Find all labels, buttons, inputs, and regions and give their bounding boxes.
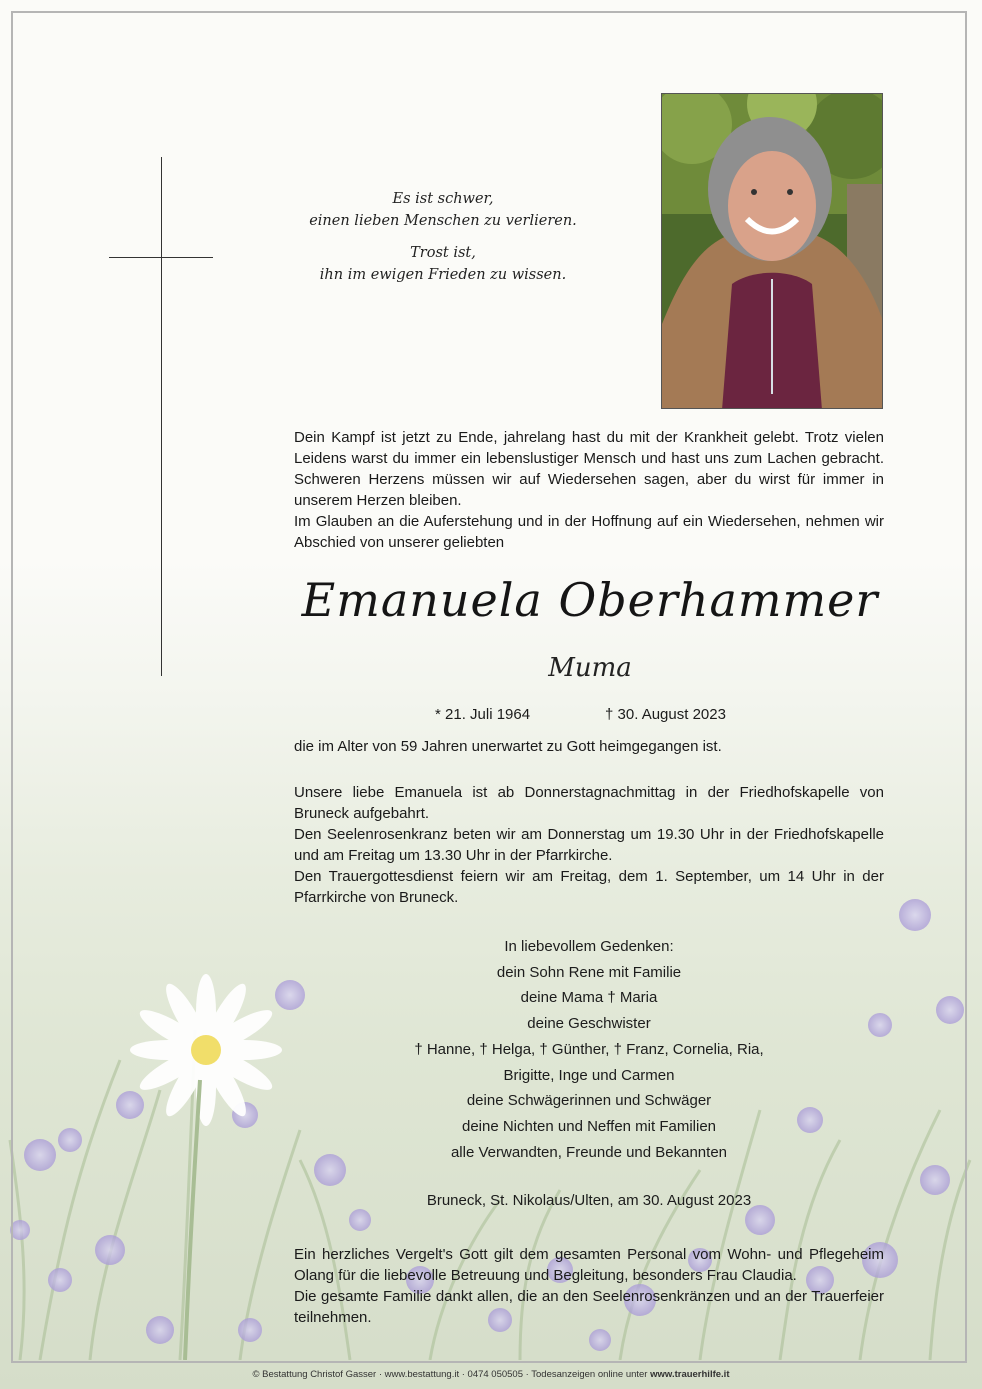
verse-line: Trost ist, — [410, 245, 476, 261]
intro-paragraph: Im Glauben an die Auferstehung und in der Hoffnung auf ein Wiedersehen, nehmen wir Abschied von unserer geliebten — [294, 513, 884, 551]
intro-text — [294, 427, 884, 553]
mourners-heading: In liebevollem Gedenken: — [504, 938, 674, 955]
verse-line: Es ist schwer, — [392, 191, 494, 207]
verse-line: einen lieben Menschen zu verlieren. — [309, 213, 577, 229]
mourner-line: dein Sohn Rene mit Familie — [496, 963, 682, 981]
mourner-line: Brigitte, Inge und Carmen — [503, 1066, 675, 1084]
place-and-date: Bruneck, St. Nikolaus/Ulten, am 30. August 2023 — [426, 1192, 752, 1209]
mourner-line: alle Verwandten, Freunde und Bekannten — [450, 1143, 728, 1161]
intro-paragraph: Dein Kampf ist jetzt zu Ende, jahrelang hast du mit der Krankheit gelebt. Trotz vielen Leidens warst du immer ein lebenslustiger Mensch und hast uns zum Lachen gebracht. Schweren Herzens müssen wir auf Wiedersehen sagen, aber du wirst für immer in unserem Herzen bleiben. — [294, 429, 884, 509]
thanks-paragraph: Die gesamte Familie dankt allen, die an den Seelenrosenkränzen und an der Trauerfeier teilnehmen. — [294, 1288, 884, 1326]
mourner-line: deine Nichten und Neffen mit Familien — [461, 1117, 717, 1135]
cross-horizontal-bar — [109, 257, 213, 258]
life-dates — [420, 704, 760, 726]
mourner-line: deine Schwägerinnen und Schwäger — [466, 1092, 712, 1110]
deceased-nickname: Muma — [548, 653, 632, 683]
footer-text: © Bestattung Christof Gasser · www.bestattung.it · 0474 050505 · Todesanzeigen online unter — [252, 1369, 651, 1380]
memorial-verse — [280, 188, 606, 286]
funeral-arrangements — [294, 782, 884, 908]
arrangement-paragraph: Den Seelenrosenkranz beten wir am Donnerstag um 19.30 Uhr in der Friedhofskapelle und am Freitag um 13.30 Uhr in der Pfarrkirche. — [294, 826, 884, 864]
birth-date: * 21. Juli 1964 — [435, 706, 531, 723]
verse-line: ihn im ewigen Frieden zu wissen. — [319, 267, 567, 283]
portrait-photo — [661, 93, 883, 409]
footer — [0, 1368, 982, 1382]
mourner-line: deine Mama † Maria — [520, 989, 658, 1007]
death-date: † 30. August 2023 — [605, 706, 726, 723]
mourners-list — [294, 934, 884, 1165]
deceased-name: Emanuela Oberhammer — [301, 573, 879, 627]
mourner-line: † Hanne, † Helga, † Günther, † Franz, Cornelia, Ria, — [414, 1040, 764, 1058]
age-text: die im Alter von 59 Jahren unerwartet zu Gott heimgegangen ist. — [294, 738, 722, 755]
cross-vertical-bar — [161, 157, 162, 676]
age-line — [294, 736, 884, 757]
footer-link[interactable]: www.trauerhilfe.it — [650, 1369, 730, 1380]
thanks-paragraph: Ein herzliches Vergelt's Gott gilt dem gesamten Personal vom Wohn- und Pflegeheim Olang für die liebevolle Betreuung und Begleitung, besonders Frau Claudia. — [294, 1246, 884, 1284]
arrangement-paragraph: Unsere liebe Emanuela ist ab Donnerstagnachmittag in der Friedhofskapelle von Bruneck aufgebahrt. — [294, 784, 884, 822]
thanks-text — [294, 1244, 884, 1328]
arrangement-paragraph: Den Trauergottesdienst feiern wir am Freitag, dem 1. September, um 14 Uhr in der Pfarrkirche von Bruneck. — [294, 868, 884, 906]
mourner-line: deine Geschwister — [527, 1015, 651, 1033]
